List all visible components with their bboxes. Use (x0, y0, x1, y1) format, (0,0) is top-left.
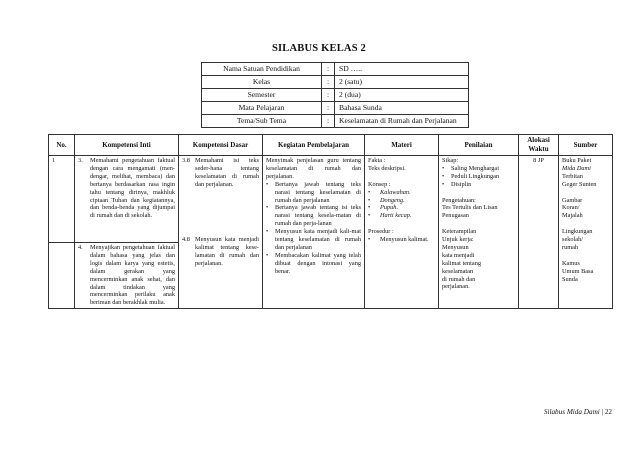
materi-fakta-label: Fakta : (368, 157, 386, 164)
table-row (49, 156, 613, 243)
kp-bullet: Membacakan kalimat yang telah dibuat dengan intonasi yang benar. (275, 251, 361, 275)
header-sumber: Sumber (559, 135, 613, 156)
info-label: Tema/Sub Tema (202, 115, 322, 128)
penilaian-line: keselamatan (442, 267, 474, 275)
info-row (202, 115, 469, 128)
cell-ki-3 (75, 156, 179, 243)
info-value: 2 (satu) (335, 76, 469, 89)
penilaian-sikap-item: Disiplin (451, 180, 472, 188)
kd-number: 3.8 (182, 157, 190, 164)
sumber-line: Gambar (562, 196, 583, 204)
info-colon: : (322, 63, 335, 76)
ki-text: Menyajikan pengetahuan faktual dalam bahasa yang jelas dan logis dalam karya yang estetis, dalam gerakan yang mencerminkan anak sehat, dan dalam tindakan yang mencerminkan perilaku anak beriman dan berakhlak mulia. (90, 244, 175, 307)
info-table (201, 62, 469, 128)
info-label: Nama Satuan Pendidikan (202, 63, 322, 76)
footer-separator: | (601, 408, 604, 416)
info-label: Semester (202, 89, 322, 102)
info-colon: : (322, 102, 335, 115)
materi-konsep-item: Harti kecap. (380, 212, 412, 220)
sumber-line: Terbitan (562, 172, 583, 180)
materi-prosedur-item: Menyusun kalimat. (380, 236, 429, 244)
cell-no: 1 (49, 156, 75, 243)
penilaian-sikap-item: Peduli Lingkungan (451, 172, 500, 180)
info-colon: : (322, 115, 335, 128)
kd-text: Memahami isi teks seder-hana tentang keselamatan di rumah dan perjalanan. (195, 157, 259, 188)
info-value: 2 (dua) (335, 89, 469, 102)
penilaian-line: di rumah dan (442, 275, 476, 283)
header-kompetensi-inti: Kompetensi Inti (75, 135, 179, 156)
materi-prosedur-label: Prosedur : (368, 228, 394, 236)
sumber-line: Geger Sunten (562, 180, 597, 188)
info-row (202, 76, 469, 89)
sumber-line: Mida Dami (562, 164, 591, 172)
penilaian-line: Unjuk kerja: (442, 236, 474, 244)
header-alokasi-waktu: Alokasi Waktu (519, 135, 559, 156)
info-colon: : (322, 76, 335, 89)
penilaian-sikap-label: Sikap: (442, 157, 459, 164)
syllabus-table (48, 134, 613, 309)
sumber-line: Umum Basa (562, 267, 594, 275)
sumber-line: Sunda (562, 275, 578, 283)
kd-number: 4.8 (182, 235, 190, 243)
penilaian-line: Tes Tertulis dan Lisan (442, 204, 498, 212)
header-kegiatan-pembelajaran: Kegiatan Pembelajaran (263, 135, 365, 156)
penilaian-line: Menyusun (442, 243, 469, 251)
ki-number: 4. (78, 244, 83, 251)
info-row (202, 89, 469, 102)
footer-book-title: Silabus Mida Dami (543, 408, 600, 416)
cell-materi: Fakta : Teks deskripsi. Konsep : • Kalawahan. • Dongeng. • Pupuh. • Harti kecap. Prosedur : • Menyusun kalimat. (365, 156, 439, 309)
kp-bullet: Bertanya jawab tentang teks narasi tentang keselamatan di rumah dan perjalanan (275, 180, 361, 204)
kp-intro: Menyimak penjelasan guru tentang keselamatan di rumah dan perjalanan. (266, 157, 361, 180)
header-kompetensi-dasar: Kompetensi Dasar (179, 135, 263, 156)
cell-alokasi-waktu: 8 JP (519, 156, 559, 309)
header-no: No. (49, 135, 75, 156)
kp-bullet: Bertanya jawab tentang isi teks narasi tentang kesela-matan di rumah dan perja-lanan (275, 204, 361, 228)
materi-fakta-item: Teks deskripsi. (368, 164, 406, 172)
cell-kompetensi-dasar (179, 156, 263, 309)
sumber-line: Kamus (562, 259, 580, 267)
cell-ki-4 (75, 243, 179, 309)
sumber-line: Majalah (562, 212, 583, 220)
penilaian-line: Penugasan (442, 212, 469, 220)
kd-text: Menyusun kata menjadi kalimat tentang kese-lamatan di rumah dan perjalanan. (195, 235, 259, 267)
materi-konsep-item: Dongeng. (380, 196, 405, 204)
materi-konsep-label: Konsep : (368, 180, 391, 188)
sumber-line: rumah (562, 243, 579, 251)
cell-sumber (559, 156, 613, 309)
sumber-line: Lingkungan (562, 228, 593, 236)
sumber-line: sekolah/ (562, 236, 583, 244)
ki-number: 3. (78, 157, 83, 164)
kp-bullet: Menyusun kata menjadi kali-mat tentang keselamatan di rumah dan perjalanan (275, 228, 361, 251)
info-label: Kelas (202, 76, 322, 89)
penilaian-line: kalimat tentang (442, 259, 481, 267)
info-value: Bahasa Sunda (335, 102, 469, 115)
header-row (49, 135, 613, 156)
document-title: SILABUS KELAS 2 (271, 43, 367, 54)
info-row (202, 102, 469, 115)
info-value: Keselamatan di Rumah dan Perjalanan (335, 115, 469, 128)
penilaian-sikap-item: Saling Menghargai (451, 164, 499, 172)
page-number: 22 (604, 408, 612, 416)
cell-kegiatan-pembelajaran: Menyimak penjelasan guru tentang keselamatan di rumah dan perjalanan. • Bertanya jawab tentang teks narasi tentang keselamatan di rumah dan perjalanan • Bertanya jawab tentang isi teks narasi tentang kesela-matan di rumah dan perja-lanan • Menyusun kata menjadi kali-mat tentang keselamatan di rumah dan perjalanan • Membacakan kalimat yang telah dibuat dengan intonasi yang benar. (263, 156, 365, 309)
penilaian-line: kata menjadi (442, 251, 475, 259)
info-row (202, 63, 469, 76)
info-colon: : (322, 89, 335, 102)
penilaian-line: Keterampilan (442, 228, 477, 236)
materi-konsep-item: Pupuh. (380, 204, 399, 212)
info-label: Mata Pelajaran (202, 102, 322, 115)
cell-penilaian: Sikap: • Saling Menghargai • Peduli Lingkungan • Disiplin Pengetahuan: Tes Tertulis dan Lisan Penugasan Keterampilan Unjuk kerja: Menyusun kata menjadi kalimat tentang keselamatan di rumah dan perjalanan. (439, 156, 519, 309)
materi-konsep-item: Kalawahan. (380, 188, 411, 196)
cell-no-empty (49, 243, 75, 309)
ki-text: Memahami pengetahuan faktual dengan cara mengamati (men-dengar, melihat, membaca) dan bertanya berdasarkan rasa ingin tahu tentang dirinya, makhluk ciptaan Tuhan dan kegiatannya, dan benda-benda yang dijumpai di rumah dan di sekolah. (90, 157, 175, 220)
page-footer (544, 408, 612, 416)
sumber-line: Koran/ (562, 204, 580, 212)
sumber-line: Buku Paket (562, 157, 592, 164)
penilaian-line: Pengetahuan: (442, 196, 476, 204)
penilaian-line: perjalanan. (442, 283, 470, 291)
info-value: SD ….. (335, 63, 469, 76)
header-penilaian: Penilaian (439, 135, 519, 156)
header-materi: Materi (365, 135, 439, 156)
